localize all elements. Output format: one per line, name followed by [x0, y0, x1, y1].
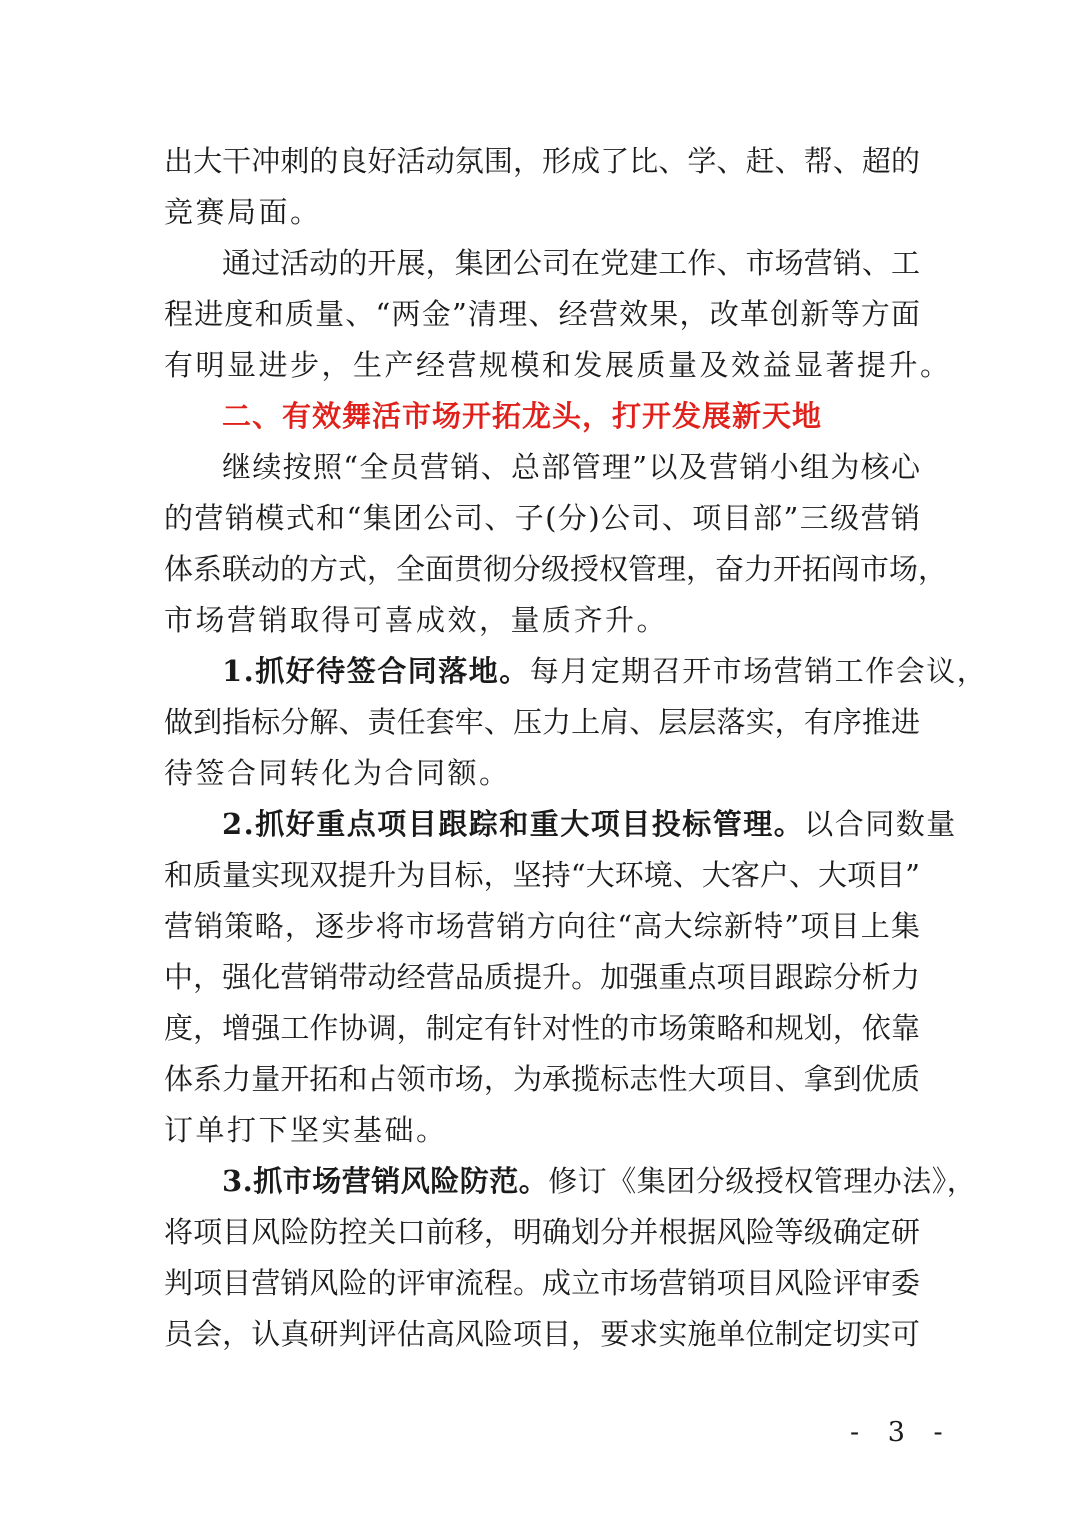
text-line: 员会，认真研判评估高风险项目，要求实施单位制定切实可	[164, 1317, 920, 1351]
item-text: 修订《集团分级授权管理办法》，	[548, 1164, 977, 1198]
text-line: 营销策略，逐步将市场营销方向往“高大综新特”项目上集	[164, 909, 920, 943]
item-lead-line	[164, 646, 988, 697]
text-line: 有明显进步，生产经营规模和发展质量及效益显著提升。	[164, 348, 952, 382]
text-line: 市场营销取得可喜成效，量质齐升。	[164, 603, 669, 637]
text-line: 竞赛局面。	[164, 195, 322, 229]
text-line: 待签合同转化为合同额。	[164, 756, 511, 790]
item-lead-line	[164, 799, 957, 850]
item-title: 3.抓市场营销风险防范。	[222, 1164, 549, 1198]
item-text: 以合同数量	[804, 807, 957, 841]
text-line: 订单打下坚实基础。	[164, 1113, 448, 1147]
text-line: 将项目风险防控关口前移，明确划分并根据风险等级确定研	[164, 1215, 920, 1249]
text-line: 判项目营销风险的评审流程。成立市场营销项目风险评审委	[164, 1266, 920, 1300]
section-heading: 二、有效舞活市场开拓龙头，打开发展新天地	[222, 399, 823, 433]
page-number: - 3 -	[850, 1417, 953, 1448]
text-line: 的营销模式和“集团公司、子(分)公司、项目部”三级营销	[164, 501, 920, 535]
text-line: 做到指标分解、责任套牢、压力上肩、层层落实，有序推进	[164, 705, 920, 739]
text-line: 度，增强工作协调，制定有针对性的市场策略和规划，依靠	[164, 1011, 920, 1045]
text-line: 通过活动的开展，集团公司在党建工作、市场营销、工	[222, 246, 920, 280]
text-line: 继续按照“全员营销、总部管理”以及营销小组为核心	[222, 450, 920, 484]
item-title: 1.抓好待签合同落地。	[222, 654, 530, 688]
text-line: 和质量实现双提升为目标，坚持“大环境、大客户、大项目”	[164, 858, 920, 892]
text-line: 程进度和质量、“两金”清理、经营效果，改革创新等方面	[164, 297, 920, 331]
text-line: 中，强化营销带动经营品质提升。加强重点项目跟踪分析力	[164, 960, 920, 994]
document-body	[164, 136, 988, 1360]
item-title: 2.抓好重点项目跟踪和重大项目投标管理。	[222, 807, 805, 841]
text-line: 体系力量开拓和占领市场，为承揽标志性大项目、拿到优质	[164, 1062, 920, 1096]
item-lead-line	[164, 1156, 977, 1207]
text-line: 体系联动的方式，全面贯彻分级授权管理，奋力开拓闯市场，	[164, 552, 948, 586]
text-line: 出大干冲刺的良好活动氛围，形成了比、学、赶、帮、超的	[164, 144, 920, 178]
item-text: 每月定期召开市场营销工作会议，	[529, 654, 988, 688]
